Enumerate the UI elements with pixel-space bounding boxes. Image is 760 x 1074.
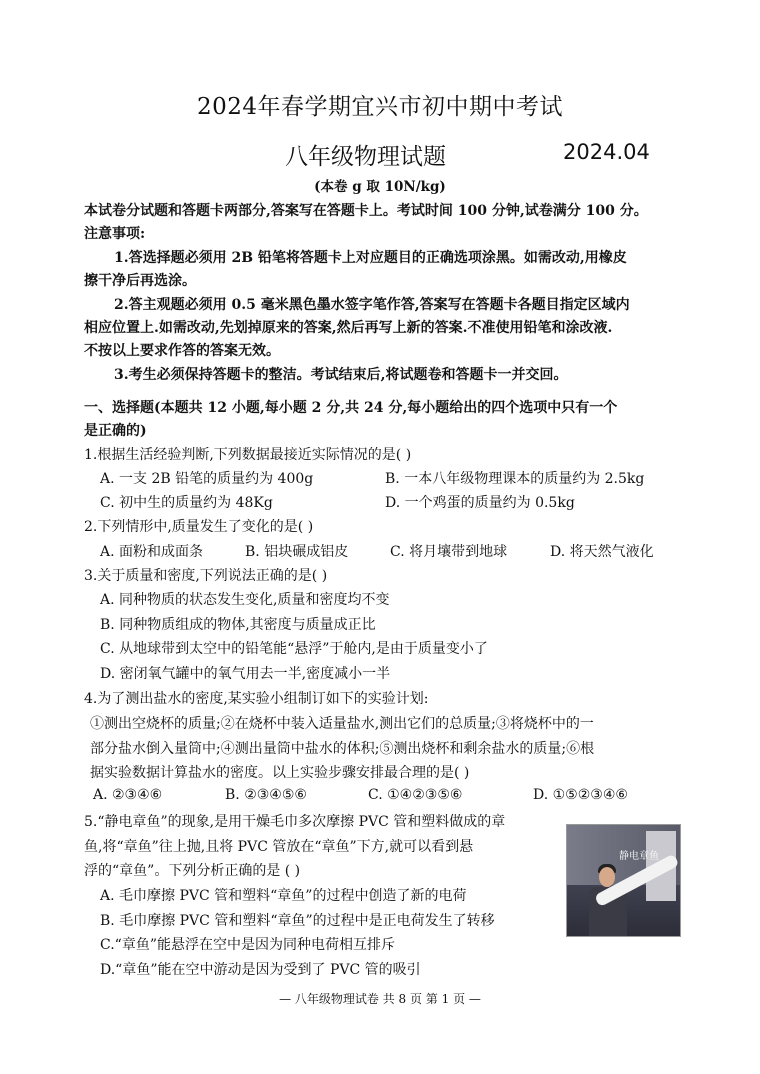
q2-option-b: B. 铝块碾成铝皮 <box>245 544 349 560</box>
notice-item-2c: 不按以上要求作答的答案无效。 <box>84 343 280 359</box>
q5-stem-c: 浮的“章鱼”。下列分析正确的是 ( ) <box>84 863 301 879</box>
q3-option-d: D. 密闭氧气罐中的氧气用去一半,密度减小一半 <box>100 666 391 682</box>
q2-option-c: C. 将月壤带到地球 <box>390 544 508 560</box>
notice-item-3: 3.考生必须保持答题卡的整洁。考试结束后,将试题卷和答题卡一并交回。 <box>114 367 568 383</box>
q4-option-b: B. ②③④⑤⑥ <box>225 787 307 803</box>
q5-stem-a: 5.“静电章鱼”的现象,是用干燥毛巾多次摩擦 PVC 管和塑料做成的章 <box>84 814 506 830</box>
q3-option-b: B. 同种物质组成的物体,其密度与质量成正比 <box>100 617 376 633</box>
page-subtitle: 八年级物理试题 <box>285 144 446 170</box>
g-note: (本卷 g 取 10N/kg) <box>314 179 446 195</box>
exam-date: 2024.04 <box>563 140 650 164</box>
notice-item-1a: 1.答选择题必须用 2B 铅笔将答题卡上对应题目的正确选项涂黑。如需改动,用橡皮 <box>114 250 627 266</box>
page-footer: — 八年级物理试卷 共 8 页 第 1 页 — <box>279 992 481 1006</box>
q4-body-c: 据实验数据计算盐水的密度。以上实验步骤安排最合理的是( ) <box>90 765 470 781</box>
q1-option-a: A. 一支 2B 铅笔的质量约为 400g <box>100 471 314 487</box>
q1-stem: 1.根据生活经验判断,下列数据最接近实际情况的是( ) <box>84 447 412 463</box>
q4-body-b: 部分盐水倒入量筒中;④测出量筒中盐水的体积;⑤测出烧杯和剩余盐水的质量;⑥根 <box>90 741 595 757</box>
q4-body-a: ①测出空烧杯的质量;②在烧杯中装入适量盐水,测出它们的总质量;③将烧杯中的一 <box>90 716 594 732</box>
intro-line: 本试卷分试题和答题卡两部分,答案写在答题卡上。考试时间 100 分钟,试卷满分 100 分。 <box>84 203 648 219</box>
q4-option-c: C. ①④②③⑤⑥ <box>368 787 463 803</box>
q4-stem: 4.为了测出盐水的密度,某实验小组制订如下的实验计划: <box>84 691 429 707</box>
q3-option-c: C. 从地球带到太空中的铅笔能“悬浮”于舱内,是由于质量变小了 <box>100 641 488 657</box>
q4-option-a: A. ②③④⑥ <box>93 787 163 803</box>
q3-stem: 3.关于质量和密度,下列说法正确的是( ) <box>84 568 328 584</box>
notice-item-1b: 擦干净后再选涂。 <box>84 273 196 289</box>
section-heading-b: 是正确的) <box>84 423 147 439</box>
q5-stem-b: 鱼,将“章鱼”往上抛,且将 PVC 管放在“章鱼”下方,就可以看到悬 <box>84 839 474 855</box>
notice-item-2b: 相应位置上.如需改动,先划掉原来的答案,然后再写上新的答案.不准使用铅笔和涂改液. <box>84 320 613 336</box>
q3-option-a: A. 同种物质的状态发生变化,质量和密度均不变 <box>100 592 390 608</box>
page-title: 2024年春学期宜兴市初中期中考试 <box>196 94 564 120</box>
notice-item-2a: 2.答主观题必须用 0.5 毫米黑色墨水签字笔作答,答案写在答题卡各题目指定区域内 <box>114 297 630 313</box>
q5-option-a: A. 毛巾摩擦 PVC 管和塑料“章鱼”的过程中创造了新的电荷 <box>100 888 467 904</box>
q5-option-d: D.“章鱼”能在空中游动是因为受到了 PVC 管的吸引 <box>100 962 421 978</box>
q2-option-d: D. 将天然气液化 <box>550 544 654 560</box>
q4-option-d: D. ①⑤②③④⑥ <box>533 787 628 803</box>
q5-option-c: C.“章鱼”能悬浮在空中是因为同种电荷相互排斥 <box>100 937 395 953</box>
q1-option-c: C. 初中生的质量约为 48Kg <box>100 495 273 511</box>
q2-option-a: A. 面粉和成面条 <box>100 544 204 560</box>
photo-person-head <box>599 867 615 887</box>
section-heading-a: 一、选择题(本题共 12 小题,每小题 2 分,共 24 分,每小题给出的四个选项中只有一个 <box>84 400 618 416</box>
q2-stem: 2.下列情形中,质量发生了变化的是( ) <box>84 519 314 535</box>
q1-option-b: B. 一本八年级物理课本的质量约为 2.5kg <box>385 471 645 487</box>
notice-heading: 注意事项: <box>84 226 146 242</box>
static-octopus-photo <box>566 824 681 937</box>
q5-option-b: B. 毛巾摩擦 PVC 管和塑料“章鱼”的过程中是正电荷发生了转移 <box>100 913 495 929</box>
photo-caption: 静电章鱼 <box>619 851 659 862</box>
q1-option-d: D. 一个鸡蛋的质量约为 0.5kg <box>385 495 575 511</box>
